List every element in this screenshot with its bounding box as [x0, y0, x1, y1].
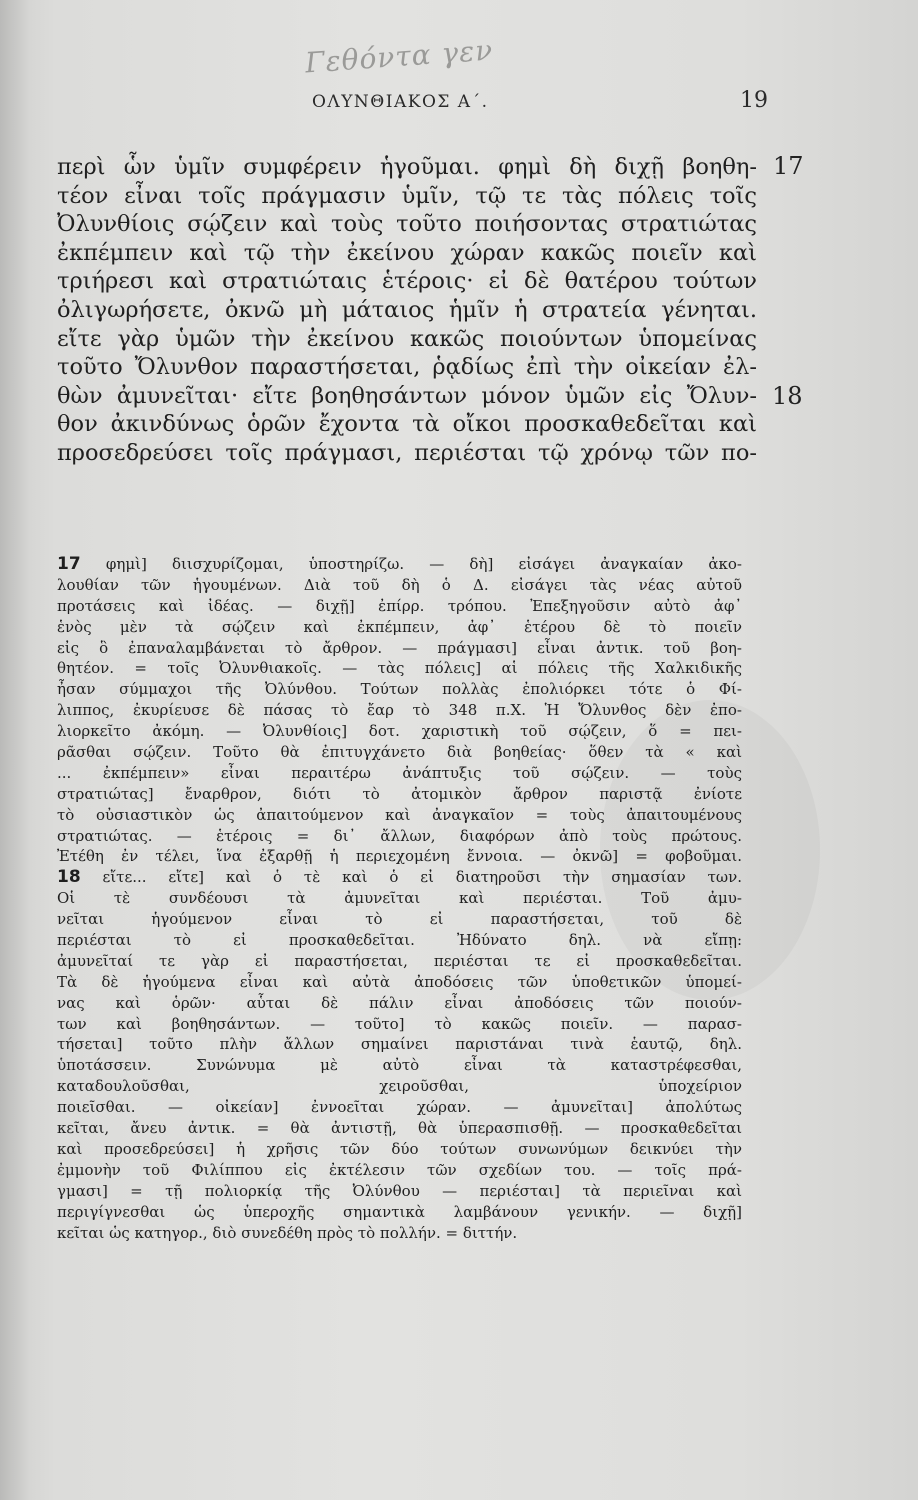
- commentary-text: τὸ οὐσιαστικὸν ὡς ἀπαιτούμενον καὶ ἀναγκαῖον = τοὺς ἀπαιτουμένους: [57, 805, 742, 824]
- commentary-line: [57, 1223, 742, 1244]
- commentary-text: λιππος, ἐκυρίευσε δὲ πάσας τὸ ἔαρ τὸ 348 π.Χ. Ἡ Ὄλυνθος δὲν ἐπο-: [57, 701, 742, 720]
- commentary-text: εἴτε... εἴτε] καὶ ὁ τὲ καὶ ὁ εἰ διατηροῦσι τὴν σημασίαν των.: [80, 868, 742, 887]
- commentary-line: [57, 930, 742, 951]
- commentary-text: στρατιώτας. — ἑτέροις = δι᾿ ἄλλων, διαφόρων ἀπὸ τοὺς πρώτους.: [57, 826, 742, 845]
- commentary-text: γμασι] = τῇ πολιορκίᾳ τῆς Ὀλύνθου — περιέσται] τὰ περιεῖναι καὶ: [57, 1181, 742, 1200]
- commentary-line: [57, 763, 742, 784]
- commentary-line: [57, 805, 742, 826]
- commentary-line: [57, 993, 742, 1014]
- commentary-line: [57, 575, 742, 596]
- commentary-notes: [57, 554, 742, 1243]
- section-number-17: 17: [773, 152, 804, 180]
- commentary-text: λιορκεῖτο ἀκόμη. — Ὀλυνθίοις] δοτ. χαριστικὴ τοῦ σῴζειν, ὅ = πει-: [57, 722, 742, 741]
- commentary-line: [57, 596, 742, 617]
- main-text-line: ὀλιγωρήσετε, ὀκνῶ μὴ μάταιος ἡμῖν ἡ στρατεία γένηται.: [57, 296, 757, 323]
- page-number: 19: [740, 88, 768, 113]
- commentary-line: [57, 888, 742, 909]
- commentary-text: ἦσαν σύμμαχοι τῆς Ὀλύνθου. Τούτων πολλὰς ἐπολιόρκει τότε ὁ Φί-: [57, 680, 742, 699]
- commentary-text: λουθίαν τῶν ἡγουμένων. Διὰ τοῦ δὴ ὁ Δ. εἰσάγει τὰς νέας αὐτοῦ: [57, 575, 742, 594]
- main-text-line: εἴτε γὰρ ὑμῶν τὴν ἐκείνου κακῶς ποιούντων ὑπομείνας: [57, 325, 757, 352]
- commentary-line: [57, 679, 742, 700]
- commentary-text: ... ἐκπέμπειν» εἶναι περαιτέρω ἀνάπτυξις τοῦ σῴζειν. — τοὺς: [57, 763, 742, 782]
- commentary-text: κεῖται ὡς κατηγορ., διὸ συνεδέθη πρὸς τὸ πολλήν. = διττήν.: [57, 1223, 518, 1242]
- commentary-line: [57, 1076, 742, 1097]
- main-text: [57, 153, 757, 468]
- commentary-text: φημὶ] διισχυρίζομαι, ὑποστηρίζω. — δὴ] εἰσάγει ἀναγκαίαν ἀκο-: [80, 555, 742, 573]
- commentary-line: [57, 721, 742, 742]
- commentary-text: περιέσται τὸ εἰ προσκαθεδεῖται. Ἠδύνατο δηλ. νὰ εἴπῃ:: [57, 931, 742, 950]
- commentary-line: [57, 846, 742, 867]
- commentary-text: Τὰ δὲ ἡγούμενα εἶναι καὶ αὐτὰ ἀποδόσεις τῶν ὑποθετικῶν ὑπομεί-: [57, 972, 742, 991]
- section-number-18: 18: [772, 382, 803, 410]
- commentary-line: [57, 1181, 742, 1202]
- commentary-line: [57, 951, 742, 972]
- commentary-text: θητέον. = τοῖς Ὀλυνθιακοῖς. — τὰς πόλεις] αἱ πόλεις τῆς Χαλκιδικῆς: [57, 659, 742, 678]
- commentary-text: καὶ προσεδρεύσει] ἡ χρῆσις τῶν δύο τούτων συνωνύμων δεικνύει τὴν: [57, 1139, 742, 1158]
- commentary-text: των καὶ βοηθησάντων. — τοῦτο] τὸ κακῶς ποιεῖν. — παρασ-: [57, 1014, 742, 1033]
- running-head: ΟΛΥΝΘΙΑΚΟΣ Α΄.: [312, 92, 489, 112]
- commentary-text: καταδουλοῦσθαι, χειροῦσθαι, ὑποχείριον: [57, 1077, 742, 1096]
- commentary-text: νας καὶ ὁρῶν· αὗται δὲ πάλιν εἶναι ἀποδόσεις τῶν ποιούν-: [57, 993, 742, 1012]
- commentary-line: [57, 867, 742, 888]
- commentary-text: στρατιώτας] ἔναρθρον, διότι τὸ ἀτομικὸν ἄρθρον παριστᾷ ἐνίοτε: [57, 784, 742, 803]
- commentary-line: [57, 700, 742, 721]
- commentary-line: [57, 617, 742, 638]
- commentary-text: εἰς ὃ ἐπαναλαμβάνεται τὸ ἄρθρον. — πράγμασι] εἶναι ἀντικ. τοῦ βοη-: [57, 638, 742, 657]
- main-text-line: θον ἀκινδύνως ὁρῶν ἔχοντα τὰ οἴκοι προσκαθεδεῖται καὶ: [57, 411, 757, 438]
- main-text-line: Ὀλυνθίοις σῴζειν καὶ τοὺς τοῦτο ποιήσοντας στρατιώτας: [57, 211, 757, 238]
- commentary-line: [57, 1202, 742, 1223]
- commentary-text: ἑνὸς μὲν τὰ σῴζειν καὶ ἐκπέμπειν, ἀφ᾿ ἑτέρου δὲ τὸ ποιεῖν: [57, 617, 742, 636]
- commentary-line: [57, 784, 742, 805]
- commentary-text: Οἱ τὲ συνδέουσι τὰ ἀμυνεῖται καὶ περιέσται. Τοῦ ἀμυ-: [57, 889, 742, 908]
- main-text-line: προσεδρεύσει τοῖς πράγμασι, περιέσται τῷ χρόνῳ τῶν πο-: [57, 439, 757, 466]
- note-section-number: 17: [57, 554, 81, 574]
- commentary-line: [57, 909, 742, 930]
- commentary-line: [57, 1055, 742, 1076]
- commentary-text: ὑποτάσσειν. Συνώνυμα μὲ αὐτὸ εἶναι τὰ καταστρέφεσθαι,: [57, 1056, 742, 1075]
- commentary-line: [57, 1034, 742, 1055]
- commentary-line: [57, 554, 742, 575]
- commentary-text: ρᾶσθαι σῴζειν. Τοῦτο θὰ ἐπιτυγχάνετο διὰ βοηθείας· ὅθεν τὰ « καὶ: [57, 743, 742, 762]
- commentary-text: ἐμμονὴν τοῦ Φιλίππου εἰς ἐκτέλεσιν τῶν σχεδίων του. — τοῖς πρά-: [57, 1160, 742, 1179]
- main-text-line: τοῦτο Ὄλυνθον παραστήσεται, ῥᾳδίως ἐπὶ τὴν οἰκείαν ἐλ-: [57, 354, 757, 381]
- commentary-line: [57, 826, 742, 847]
- commentary-line: [57, 1097, 742, 1118]
- handwritten-note: Γεθόντα γεν: [304, 33, 495, 80]
- main-text-line: περὶ ὧν ὑμῖν συμφέρειν ἡγοῦμαι. φημὶ δὴ διχῇ βοηθη-: [57, 154, 757, 180]
- commentary-text: περιγίγνεσθαι ὡς ὑπεροχῆς σημαντικὰ λαμβάνουν γενικήν. — διχῇ]: [57, 1202, 742, 1221]
- commentary-line: [57, 1118, 742, 1139]
- commentary-line: [57, 742, 742, 763]
- spine-shadow: [0, 0, 30, 1500]
- commentary-text: ἀμυνεῖταί τε γὰρ εἰ παραστήσεται, περιέσται τε εἰ προσκαθεδεῖται.: [57, 951, 742, 970]
- main-text-line: τέον εἶναι τοῖς πράγμασιν ὑμῖν, τῷ τε τὰς πόλεις τοῖς: [57, 182, 757, 209]
- commentary-text: προτάσεις καὶ ἰδέας. — διχῇ] ἐπίρρ. τρόπου. Ἐπεξηγοῦσιν αὐτὸ ἀφ᾿: [57, 596, 742, 615]
- commentary-line: [57, 638, 742, 659]
- commentary-line: [57, 658, 742, 679]
- commentary-line: [57, 1139, 742, 1160]
- commentary-line: [57, 1160, 742, 1181]
- note-section-number: 18: [57, 867, 81, 888]
- commentary-line: [57, 1014, 742, 1035]
- commentary-text: κεῖται, ἄνευ ἀντικ. = θὰ ἀντιστῇ, θὰ ὑπερασπισθῇ. — προσκαθεδεῖται: [57, 1119, 742, 1138]
- commentary-text: νεῖται ἡγούμενον εἶναι τὸ εἰ παραστήσεται, τοῦ δὲ: [57, 910, 742, 929]
- main-text-line: τριήρεσι καὶ στρατιώταις ἑτέροις· εἰ δὲ θατέρου τούτων: [57, 268, 757, 295]
- commentary-line: [57, 972, 742, 993]
- commentary-text: Ἐτέθη ἐν τέλει, ἵνα ἐξαρθῇ ἡ περιεχομένη ἔννοια. — ὀκνῶ] = φοβοῦμαι.: [57, 847, 742, 866]
- main-text-line: θὼν ἀμυνεῖται· εἴτε βοηθησάντων μόνον ὑμῶν εἰς Ὄλυν-: [57, 382, 757, 409]
- commentary-text: τήσεται] τοῦτο πλὴν ἄλλων σημαίνει παριστάναι τινὰ ἑαυτῷ, δηλ.: [57, 1035, 742, 1054]
- commentary-text: ποιεῖσθαι. — οἰκείαν] ἐννοεῖται χώραν. — ἀμυνεῖται] ἀπολύτως: [57, 1098, 742, 1117]
- main-text-line: ἐκπέμπειν καὶ τῷ τὴν ἐκείνου χώραν κακῶς ποιεῖν καὶ: [57, 239, 757, 266]
